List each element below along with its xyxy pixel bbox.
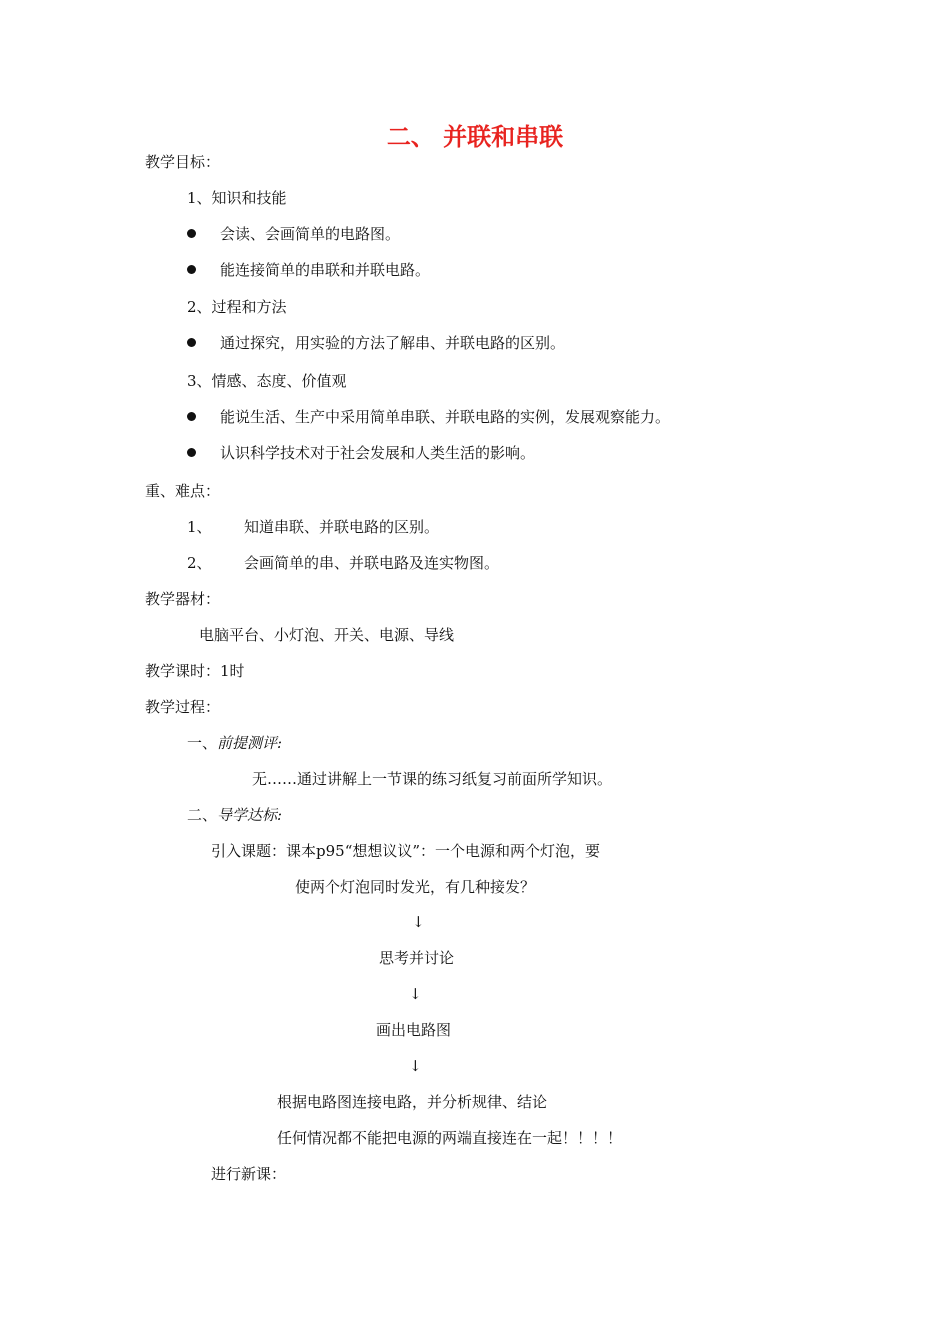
bullet-icon	[187, 412, 196, 421]
process-part-2-label: 导学达标:	[217, 806, 283, 824]
process-part-1-label: 前提测评:	[217, 734, 283, 752]
objective-item: 认识科学技术对于社会发展和人类生活的影响。	[220, 444, 536, 462]
bullet-icon	[187, 265, 196, 274]
key-point-text: 知道串联、并联电路的区别。	[244, 518, 440, 536]
process-part-1	[187, 733, 282, 753]
class-hours: 教学课时：1时	[145, 662, 245, 680]
objective-item: 能连接简单的串联和并联电路。	[220, 261, 431, 279]
flow-step-2: 画出电路图	[376, 1021, 452, 1039]
down-arrow-icon: ↓	[409, 1057, 422, 1075]
down-arrow-icon: ↓	[412, 913, 425, 931]
objective-item: 通过探究，用实验的方法了解串、并联电路的区别。	[220, 334, 566, 352]
process-heading: 教学过程：	[145, 698, 221, 716]
objectives-section-2: 2、过程和方法	[187, 298, 287, 316]
equipment-list: 电脑平台、小灯泡、开关、电源、导线	[199, 626, 455, 644]
bullet-icon	[187, 338, 196, 347]
intro-line-2: 使两个灯泡同时发光，有几种接发？	[295, 878, 536, 896]
new-lesson-heading: 进行新课：	[211, 1165, 287, 1183]
objectives-section-1: 1、知识和技能	[187, 189, 287, 207]
key-point-number: 2、	[187, 554, 212, 572]
key-point-number: 1、	[187, 518, 212, 536]
bullet-icon	[187, 448, 196, 457]
key-points-heading: 重、难点：	[145, 482, 221, 500]
objective-item: 会读、会画简单的电路图。	[220, 225, 401, 243]
flow-step-1: 思考并讨论	[379, 949, 455, 967]
objective-item: 能说生活、生产中采用简单串联、并联电路的实例，发展观察能力。	[220, 408, 671, 426]
process-part-1-text: 无……通过讲解上一节课的练习纸复习前面所学知识。	[252, 770, 613, 788]
process-part-2	[187, 805, 282, 825]
objectives-section-3: 3、情感、态度、价值观	[187, 372, 347, 390]
flow-step-3: 根据电路图连接电路，并分析规律、结论	[277, 1093, 548, 1111]
down-arrow-icon: ↓	[409, 985, 422, 1003]
key-point-text: 会画简单的串、并联电路及连实物图。	[244, 554, 500, 572]
warning-text: 任何情况都不能把电源的两端直接连在一起！！！！	[277, 1129, 623, 1147]
process-part-1-number: 一、	[187, 734, 218, 752]
objectives-heading: 教学目标：	[145, 153, 221, 171]
intro-line-1: 引入课题：课本p95“想想议议”：一个电源和两个灯泡，要	[211, 842, 601, 860]
equipment-heading: 教学器材：	[145, 590, 221, 608]
page-title: 二、 并联和串联	[386, 123, 564, 151]
bullet-icon	[187, 229, 196, 238]
process-part-2-number: 二、	[187, 806, 218, 824]
